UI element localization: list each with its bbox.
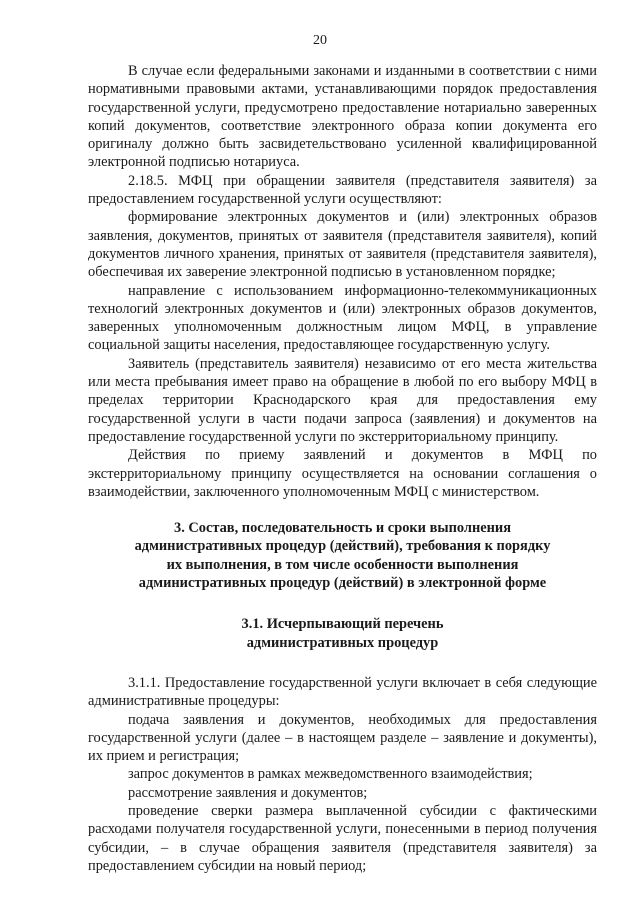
paragraph-sending-documents: направление с использованием информационно-телекоммуникационных технологий электронных документов и (или) электронных образов документов, заверенных уполномоченным должностным лицом МФЦ, в управление социальной защиты населения, предоставляющее государственную услугу. <box>88 282 597 354</box>
paragraph-procedure-interagency: запрос документов в рамках межведомственного взаимодействия; <box>128 766 533 783</box>
spacer <box>88 652 597 674</box>
paragraph-extraterritorial-right: Заявитель (представитель заявителя) независимо от его места жительства или места пребывания имеет право на обращение в любой по его выбору МФЦ в пределах территории Краснодарского края для предоставления ему государственной услуги в части подачи запроса (заявления) и документов на предоставление государственной услуги по экстерриториальному принципу. <box>88 355 597 445</box>
page-number: 20 <box>313 33 327 48</box>
section-heading-line: административных процедур (действий), требования к порядку <box>134 538 551 555</box>
spacer <box>88 501 597 519</box>
paragraph-notary-copies: В случае если федеральными законами и изданными в соответствии с ними нормативными правовыми актами, устанавливающими порядок предоставления государственной услуги, предусмотрено предоставление нотариально заверенных копий документов, соответствие электронного образа копии документа его оригиналу должно быть засвидетельствовано усиленной квалифицированной электронной подписью нотариуса. <box>88 63 597 171</box>
spacer <box>88 592 597 615</box>
paragraph-procedure-reconciliation: проведение сверки размера выплаченной субсидии с фактическими расходами получателя государственной услуги, понесенными в период получения субсидии, – в случае обращения заявителя (представителя заявителя) за предоставлением субсидии на новый период; <box>88 802 597 874</box>
page-content <box>88 62 597 875</box>
paragraph-2-18-5: 2.18.5. МФЦ при обращении заявителя (представителя заявителя) за предоставлением государственной услуги осуществляют: <box>88 172 597 208</box>
paragraph-procedure-submission: подача заявления и документов, необходимых для предоставления государственной услуги (далее – в настоящем разделе – заявление и документы), их прием и регистрация; <box>88 711 597 765</box>
subsection-heading-3-1 <box>88 615 597 652</box>
section-heading-line: 3. Состав, последовательность и сроки выполнения <box>174 520 511 537</box>
section-heading-3 <box>88 519 597 592</box>
paragraph-procedure-review: рассмотрение заявления и документов; <box>128 784 368 801</box>
subsection-heading-line: 3.1. Исчерпывающий перечень <box>241 616 444 633</box>
paragraph-forming-documents: формирование электронных документов и (или) электронных образов заявления, документов, принятых от заявителя (представителя заявителя), копий документов личного хранения, принятых от заявителя (представителя заявителя), обеспечивая их заверение электронной подписью в установленном порядке; <box>88 209 597 281</box>
paragraph-3-1-1: 3.1.1. Предоставление государственной услуги включает в себя следующие административные процедуры: <box>88 674 597 710</box>
section-heading-line: административных процедур (действий) в электронной форме <box>138 575 547 592</box>
section-heading-line: их выполнения, в том числе особенности выполнения <box>166 556 519 573</box>
subsection-heading-line: административных процедур <box>246 634 439 651</box>
paragraph-extraterritorial-agreement: Действия по приему заявлений и документов в МФЦ по экстерриториальному принципу осуществляется на основании соглашения о взаимодействии, заключенного уполномоченным МФЦ с министерством. <box>88 447 597 500</box>
